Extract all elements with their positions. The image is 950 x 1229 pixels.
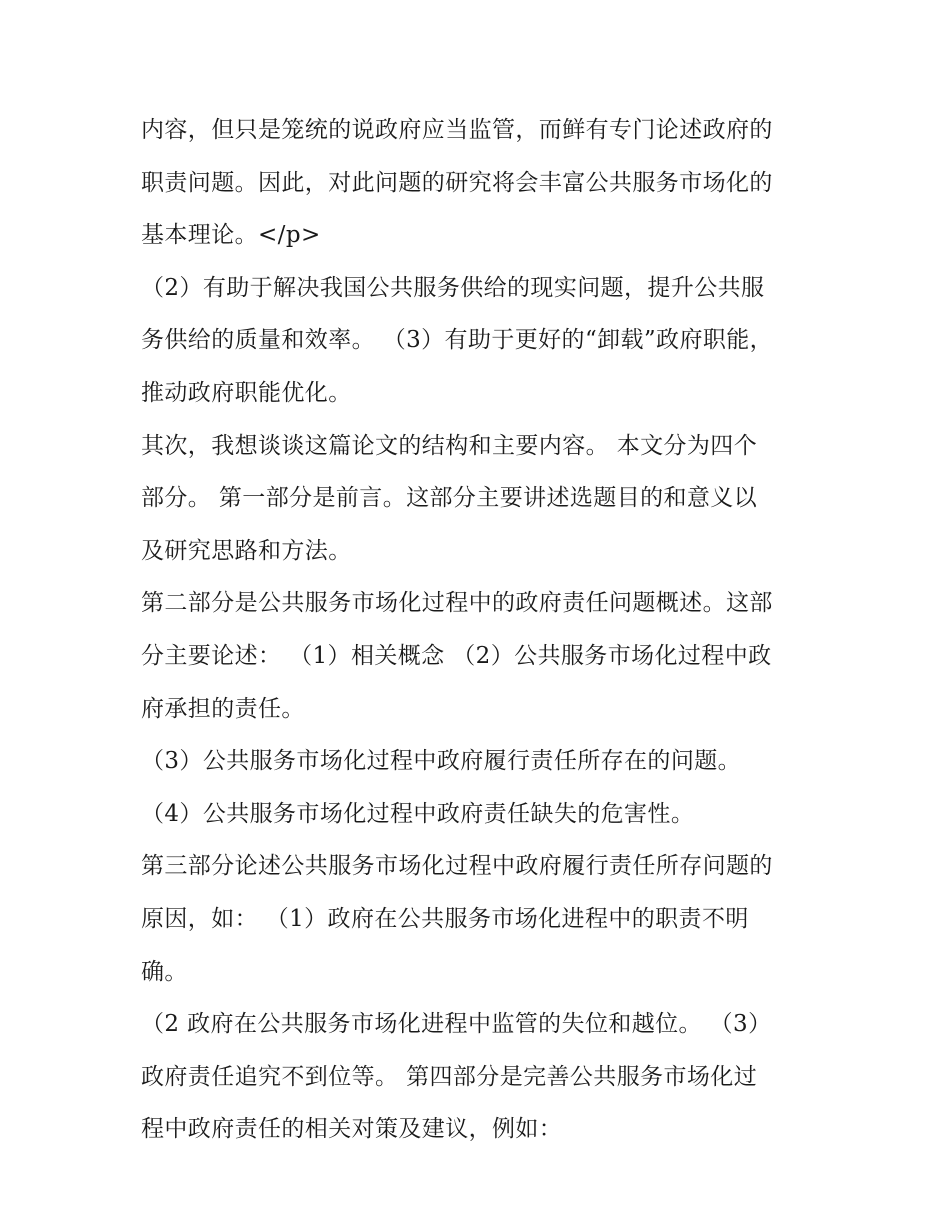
text-line: 确。 (141, 958, 188, 985)
text-line: 职责问题。因此，对此问题的研究将会丰富公共服务市场化的 (141, 169, 773, 196)
text-line: 务供给的质量和效率。 （3）有助于更好的“卸载”政府职能， (141, 327, 774, 354)
text-line: 及研究思路和方法。 (141, 537, 352, 564)
text-line: 分主要论述： （1）相关概念 （2）公共服务市场化过程中政 (141, 642, 772, 669)
text-line: 程中政府责任的相关对策及建议，例如： (141, 1116, 563, 1143)
text-line: 原因，如： （1）政府在公共服务市场化进程中的职责不明 (141, 905, 749, 932)
text-line: 部分。 第一部分是前言。这部分主要讲述选题目的和意义以 (141, 485, 758, 512)
text-line: （2）有助于解决我国公共服务供给的现实问题，提升公共服 (141, 274, 765, 301)
text-line: （2 政府在公共服务市场化进程中监管的失位和越位。 （3） (141, 1011, 772, 1038)
text-line: 其次，我想谈谈这篇论文的结构和主要内容。 本文分为四个 (141, 432, 758, 459)
body-text (141, 104, 831, 1156)
text-line: 府承担的责任。 (141, 695, 305, 722)
text-line: 第三部分论述公共服务市场化过程中政府履行责任所存问题的 (141, 853, 773, 880)
text-line: 推动政府职能优化。 (141, 379, 352, 406)
text-line: （3）公共服务市场化过程中政府履行责任所存在的问题。 (141, 748, 742, 775)
text-line: 第二部分是公共服务市场化过程中的政府责任问题概述。这部 (141, 590, 773, 617)
text-line: 基本理论。</p> (141, 222, 321, 249)
text-line: （4）公共服务市场化过程中政府责任缺失的危害性。 (141, 800, 695, 827)
text-line: 政府责任追究不到位等。 第四部分是完善公共服务市场化过 (141, 1063, 758, 1090)
text-line: 内容，但只是笼统的说政府应当监管，而鲜有专门论述政府的 (141, 117, 773, 143)
